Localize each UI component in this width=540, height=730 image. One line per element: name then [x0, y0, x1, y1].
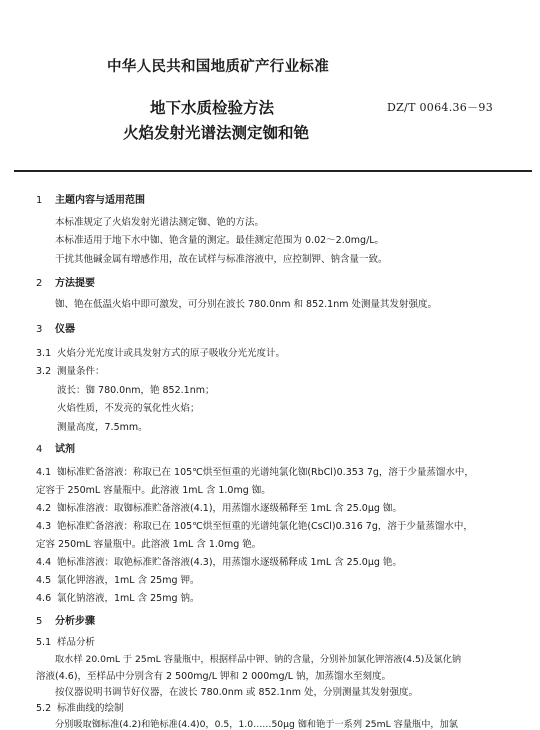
section-4-heading [36, 440, 75, 455]
doc-title-line1: 地下水质检验方法 [150, 99, 275, 117]
header-divider [14, 170, 532, 172]
section-number: 4 [36, 444, 43, 455]
section-number: 2 [36, 278, 43, 289]
section-title: 分析步骤 [55, 616, 95, 627]
paragraph: 按仪器说明书调节好仪器，在波长 780.0nm 或 852.1nm 处，分别测量其发射强度。 [55, 687, 419, 698]
clause-3-1: 3.1 火焰分光光度计或具发射方式的原子吸收分光光度计。 [36, 348, 286, 359]
paragraph-continuation: 溶液(4.6)，至样品中分别含有 2 500mg/L 钾和 2 000mg/L 钠，加蒸馏水至刻度。 [36, 671, 392, 682]
section-1-heading [36, 191, 145, 206]
paragraph: 干扰其他碱金属有增感作用，故在试样与标准溶液中，应控制钾、钠含量一致。 [55, 254, 388, 265]
paragraph: 本标准适用于地下水中铷、铯含量的测定。最佳测定范围为 0.02～2.0mg/L。 [55, 235, 385, 246]
measurement-condition: 波长：铷 780.0nm，铯 852.1nm； [57, 385, 215, 396]
section-title: 方法提要 [55, 278, 95, 289]
clause-4-3: 4.3 铯标准贮备溶液：称取已在 105℃烘至恒重的光谱纯氯化铯(CsCl)0.316 7g，溶于少量蒸馏水中， [36, 521, 473, 532]
section-title: 主题内容与适用范围 [55, 195, 145, 206]
section-title: 仪器 [55, 324, 75, 335]
paragraph: 本标准规定了火焰发射光谱法测定铷、铯的方法。 [55, 217, 265, 228]
clause-4-5: 4.5 氯化钾溶液，1mL 含 25mg 钾。 [36, 575, 200, 586]
section-number: 3 [36, 324, 43, 335]
doc-title-line2: 火焰发射光谱法测定铷和铯 [123, 124, 310, 142]
section-number: 1 [36, 195, 43, 206]
clause-4-2: 4.2 铷标准溶液：取铷标准贮备溶液(4.1)，用蒸馏水逐级稀释至 1mL 含 25.0μg 铷。 [36, 503, 402, 514]
paragraph: 取水样 20.0mL 于 25mL 容量瓶中，根据样品中钾、钠的含量，分别补加氯化钾溶液(4.5)及氯化钠 [55, 654, 462, 665]
section-5-heading [36, 612, 95, 627]
section-title: 试剂 [55, 444, 75, 455]
clause-5-1: 5.1 样品分析 [36, 637, 96, 648]
paragraph: 铷、铯在低温火焰中即可激发，可分别在波长 780.0nm 和 852.1nm 处测量其发射强度。 [55, 299, 438, 310]
section-3-heading [36, 320, 75, 335]
paragraph-continuation: 定容 250mL 容量瓶中。此溶液 1mL 含 1.0mg 铯。 [36, 539, 262, 550]
org-standard-title: 中华人民共和国地质矿产行业标准 [107, 59, 329, 75]
measurement-condition: 测量高度，7.5mm。 [57, 422, 148, 433]
clause-4-4: 4.4 铯标准溶液：取铯标准贮备溶液(4.3)，用蒸馏水逐级稀释成 1mL 含 25.0μg 铯。 [36, 557, 402, 568]
paragraph-continuation: 定容于 250mL 容量瓶中。此溶液 1mL 含 1.0mg 铷。 [36, 485, 271, 496]
section-number: 5 [36, 616, 43, 627]
section-2-heading [36, 274, 95, 289]
clause-4-1: 4.1 铷标准贮备溶液：称取已在 105℃烘至恒重的光谱纯氯化铷(RbCl)0.353 7g，溶于少量蒸馏水中， [36, 467, 474, 478]
clause-5-2: 5.2 标准曲线的绘制 [36, 703, 124, 714]
paragraph: 分别吸取铷标准(4.2)和铯标准(4.4)0，0.5，1.0……50μg 铷和铯于一系列 25mL 容量瓶中，加氯 [55, 719, 458, 730]
clause-4-6: 4.6 氯化钠溶液，1mL 含 25mg 钠。 [36, 593, 200, 604]
standard-code: DZ/T 0064.36－93 [387, 101, 493, 114]
measurement-condition: 火焰性质，不发亮的氧化性火焰； [57, 403, 200, 414]
clause-3-2: 3.2 测量条件： [36, 366, 105, 377]
